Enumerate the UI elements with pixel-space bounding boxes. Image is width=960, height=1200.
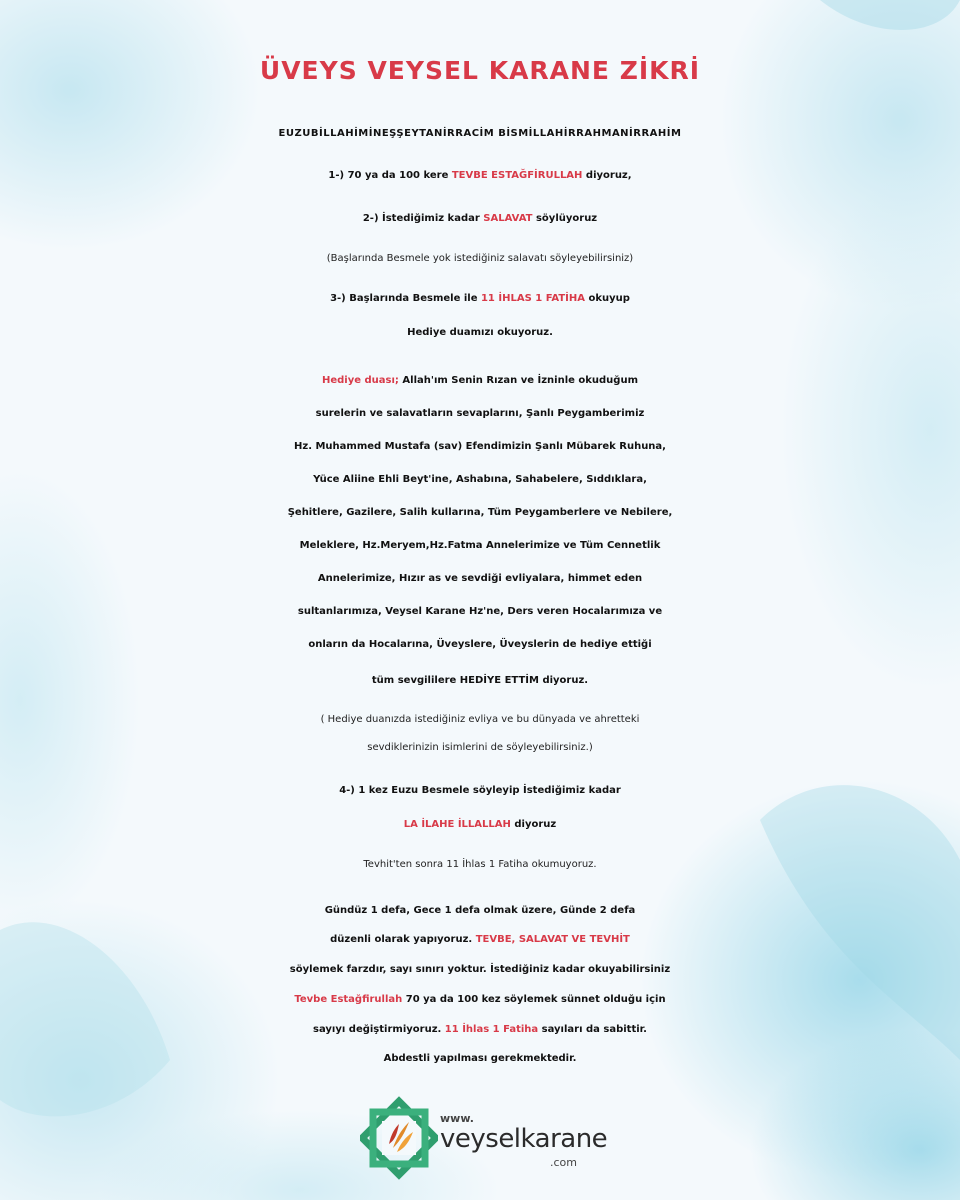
closing-l5-prefix: sayıyı değiştirmiyoruz. bbox=[313, 1024, 442, 1035]
logo-name: veyselkarane bbox=[440, 1124, 608, 1154]
prayer-line: Annelerimize, Hızır as ve sevdiği evliyalara, himmet eden bbox=[317, 573, 643, 584]
closing-line: Abdestli yapılması gerekmektedir. bbox=[383, 1053, 577, 1064]
closing-line bbox=[0, 994, 960, 1005]
step-1-highlight: TEVBE ESTAĞFİRULLAH bbox=[451, 170, 583, 181]
step-2-highlight: SALAVAT bbox=[483, 213, 533, 224]
closing-line bbox=[0, 1024, 960, 1035]
site-logo bbox=[360, 1092, 608, 1184]
closing-line: söylemek farzdır, sayı sınırı yoktur. İstediğiniz kadar okuyabilirsiniz bbox=[289, 964, 671, 975]
step-2-prefix: 2-) İstediğimiz kadar bbox=[362, 213, 480, 224]
prayer-line: surelerin ve salavatların sevaplarını, Şanlı Peygamberimiz bbox=[315, 408, 645, 419]
closing-l5-suffix: sayıları da sabittir. bbox=[541, 1024, 647, 1035]
closing-l4-suffix: 70 ya da 100 kez söylemek sünnet olduğu için bbox=[405, 994, 666, 1005]
prayer-line: sultanlarımıza, Veysel Karane Hz'ne, Ders veren Hocalarımıza ve bbox=[297, 606, 663, 617]
closing-line: Gündüz 1 defa, Gece 1 defa olmak üzere, Günde 2 defa bbox=[324, 905, 636, 916]
step-1-prefix: 1-) 70 ya da 100 kere bbox=[328, 170, 449, 181]
invocation-text: EUZUBİLLAHİMİNEŞŞEYTANİRRACİM BİSMİLLAHİRRAHMANİRRAHİM bbox=[278, 128, 682, 139]
closing-line bbox=[0, 934, 960, 945]
closing-l4-highlight: Tevbe Estağfirullah bbox=[294, 994, 403, 1005]
logo-emblem-icon bbox=[360, 1092, 438, 1184]
prayer-line: Yüce Aliine Ehli Beyt'ine, Ashabına, Sahabelere, Sıddıklara, bbox=[313, 474, 647, 485]
prayer-label: Hediye duası; bbox=[322, 375, 399, 386]
closing-l2-prefix: düzenli olarak yapıyoruz. bbox=[330, 934, 473, 945]
closing-l5-highlight: 11 İhlas 1 Fatiha bbox=[444, 1024, 539, 1035]
step-3-highlight: 11 İHLAS 1 FATİHA bbox=[480, 293, 585, 304]
prayer-first-line bbox=[0, 375, 960, 386]
prayer-note-line: ( Hediye duanızda istediğiniz evliya ve bu dünyada ve ahretteki bbox=[320, 714, 640, 725]
step-4: 4-) 1 kez Euzu Besmele söyleyip İstediğimiz kadar bbox=[339, 785, 621, 796]
page-title: ÜVEYS VEYSEL KARANE ZİKRİ bbox=[259, 56, 701, 85]
step-3 bbox=[0, 293, 960, 304]
step-4-line-2 bbox=[0, 819, 960, 830]
prayer-line: Meleklere, Hz.Meryem,Hz.Fatma Annelerimize ve Tüm Cennetlik bbox=[299, 540, 661, 551]
prayer-line: Hz. Muhammed Mustafa (sav) Efendimizin Şanlı Mübarek Ruhuna, bbox=[294, 441, 666, 452]
step-1 bbox=[0, 170, 960, 181]
prayer-note-line: sevdiklerinizin isimlerini de söyleyebilirsiniz.) bbox=[367, 742, 593, 753]
step-4-note: Tevhit'ten sonra 11 İhlas 1 Fatiha okumuyoruz. bbox=[363, 859, 597, 870]
step-3-line-2: Hediye duamızı okuyoruz. bbox=[407, 327, 553, 338]
prayer-line: Şehitlere, Gazilere, Salih kullarına, Tüm Peygamberlere ve Nebilere, bbox=[287, 507, 673, 518]
step-3-prefix: 3-) Başlarında Besmele ile bbox=[330, 293, 478, 304]
closing-l2-highlight: TEVBE, SALAVAT VE TEVHİT bbox=[475, 934, 630, 945]
step-2-suffix: söylüyoruz bbox=[535, 213, 598, 224]
prayer-first-text: Allah'ım Senin Rızan ve İzninle okuduğum bbox=[402, 375, 638, 386]
prayer-line: onların da Hocalarına, Üveyslere, Üveyslerin de hediye ettiği bbox=[308, 639, 652, 650]
step-4-highlight: LA İLAHE İLLALLAH bbox=[403, 819, 511, 830]
step-4-suffix: diyoruz bbox=[514, 819, 557, 830]
step-3-suffix: okuyup bbox=[588, 293, 630, 304]
prayer-line: tüm sevgililere HEDİYE ETTİM diyoruz. bbox=[371, 675, 589, 686]
step-1-suffix: diyoruz, bbox=[585, 170, 632, 181]
logo-www: www. bbox=[440, 1112, 474, 1125]
step-2 bbox=[0, 213, 960, 224]
step-2-note: (Başlarında Besmele yok istediğiniz salavatı söyleyebilirsiniz) bbox=[326, 253, 634, 264]
logo-tld: .com bbox=[550, 1156, 577, 1169]
